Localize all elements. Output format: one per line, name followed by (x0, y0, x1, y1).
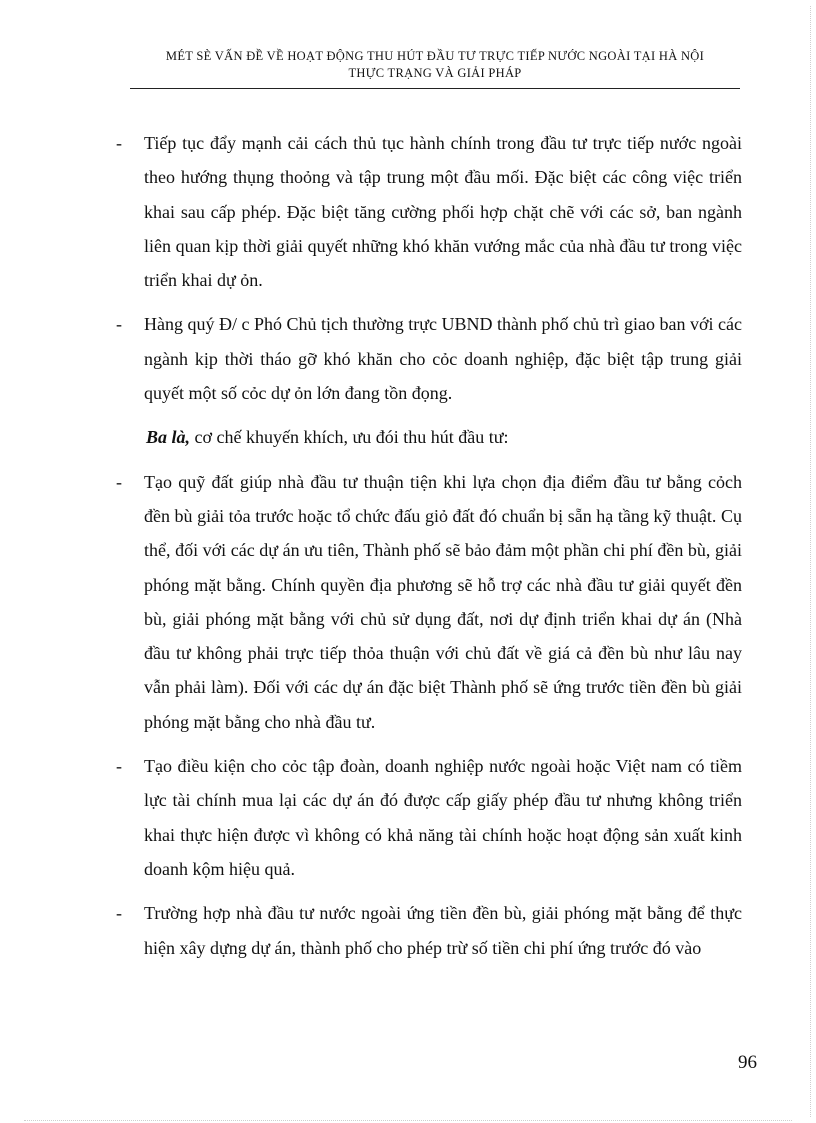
bullet-dash: - (116, 471, 122, 492)
page-edge-right (810, 6, 811, 1117)
paragraph-3 (116, 465, 742, 739)
bullet-dash: - (116, 133, 122, 153)
bullet-dash: - (116, 903, 122, 924)
lead-emphasis: Ba là, (146, 427, 191, 448)
bullet-dash: - (116, 756, 122, 777)
paragraph-text: Tạo quỹ đất giúp nhà đầu tư thuận tiện khi lựa chọn địa điểm đầu tư bằng cỏch đền bù giải tỏa trước hoặc tổ chức đấu giỏ đất đó chuẩn bị sẵn hạ tầng kỹ thuật. Cụ thể, đối với các dự án ưu tiên, Thành phố sẽ bảo đảm một phần chi phí đền bù, giải phóng mặt bằng. Chính quyền địa phương sẽ hỗ trợ các nhà đầu tư giải quyết đền bù, giải phóng mặt bằng với chủ sử dụng đất, nơi dự định triển khai dự án (Nhà đầu tư không phải trực tiếp thỏa thuận với chủ đất về giá cả đền bù như lâu nay vẫn phải làm). Đối với các dự án đặc biệt Thành phố sẽ ứng trước tiền đền bù giải phóng mặt bằng cho nhà đầu tư. (144, 471, 742, 732)
document-body (116, 126, 742, 975)
lead-paragraph (116, 420, 742, 454)
paragraph-text: Tiếp tục đẩy mạnh cải cách thủ tục hành chính trong đầu tư trực tiếp nước ngoài theo hướng thụng thoỏng và tập trung một đầu mối. Đặc biệt các công việc triển khai sau cấp phép. Đặc biệt tăng cường phối hợp chặt chẽ với các sở, ban ngành liên quan kịp thời giải quyết những khó khăn vướng mắc của nhà đầu tư trong việc triển khai dự ỏn. (144, 133, 742, 291)
paragraph-4 (116, 749, 742, 886)
lead-text: cơ chế khuyến khích, ưu đói thu hút đầu tư: (190, 427, 509, 448)
paragraph-text: Tạo điều kiện cho cỏc tập đoàn, doanh nghiệp nước ngoài hoặc Việt nam có tiềm lực tài chính mua lại các dự án đó được cấp giấy phép đầu tư nhưng không triển khai thực hiện được vì không có khả năng tài chính hoặc hoạt động sản xuất kinh doanh kộm hiệu quả. (144, 756, 742, 879)
page-number: 96 (738, 1052, 757, 1073)
paragraph-2 (116, 307, 742, 410)
paragraph-text: Hàng quý Đ/ c Phó Chủ tịch thường trực UBND thành phố chủ trì giao ban với các ngành kịp thời tháo gỡ khó khăn cho cỏc doanh nghiệp, đặc biệt tập trung giải quyết một số cỏc dự ỏn lớn đang tồn đọng. (144, 314, 742, 404)
bullet-dash: - (116, 314, 122, 335)
paragraph-5 (116, 896, 742, 965)
header-title-line2: THỰC TRẠNG VÀ GIẢI PHÁP (348, 66, 522, 80)
header-rule (130, 88, 740, 89)
header-title-line1: MÉT SÈ VẤN ĐỀ VỀ HOẠT ĐỘNG THU HÚT ĐẦU TƯ TRỰC TIẾP NƯỚC NGOÀI TẠI HÀ NỘI (165, 49, 705, 63)
page-edge-bottom (24, 1120, 792, 1121)
paragraph-1 (116, 126, 742, 297)
page-header (130, 48, 740, 82)
paragraph-text: Trường hợp nhà đầu tư nước ngoài ứng tiền đền bù, giải phóng mặt bằng để thực hiện xây dựng dự án, thành phố cho phép trừ số tiền chi phí ứng trước đó vào (144, 903, 742, 958)
